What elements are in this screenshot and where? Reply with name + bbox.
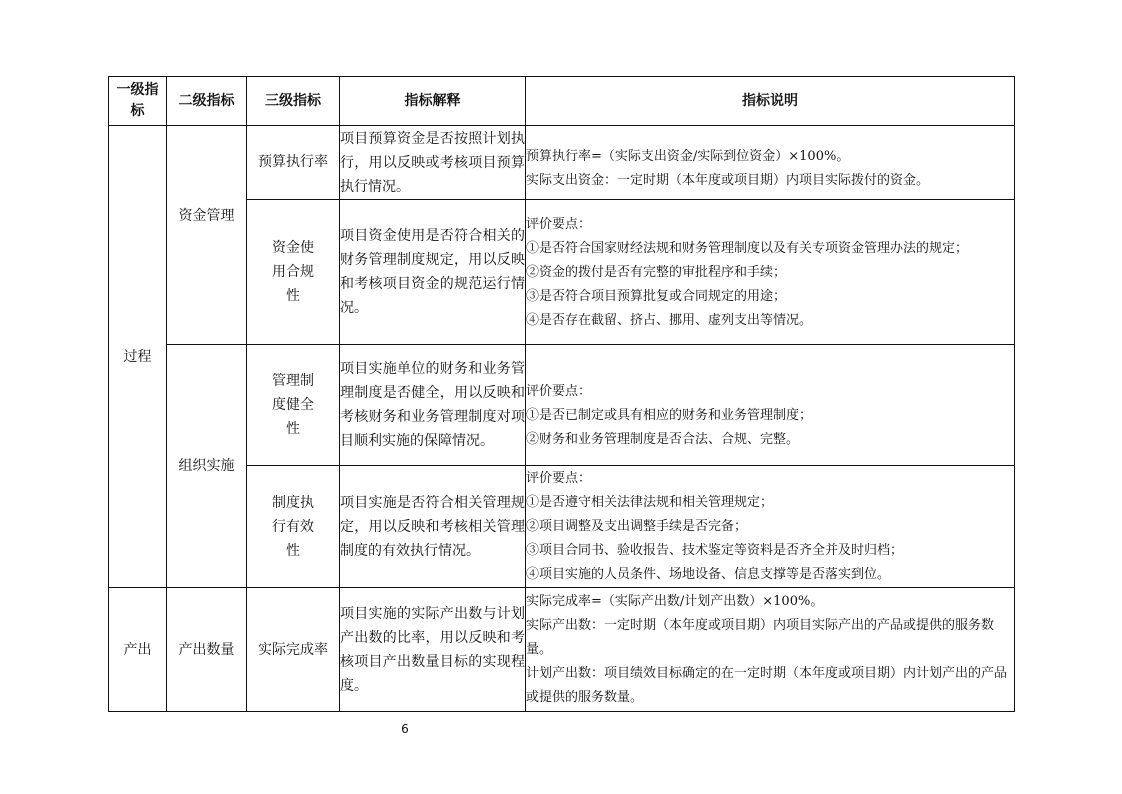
- interpretation-cell: 项目实施的实际产出数与计划产出数的比率，用以反映和考核项目产出数量目标的实现程度。: [340, 588, 526, 712]
- description-line: 评价要点：: [526, 217, 592, 232]
- level3-cell: 预算执行率: [247, 126, 340, 200]
- header-row: [109, 77, 1015, 126]
- interpretation-cell: 项目实施是否符合相关管理规定，用以反映和考核相关管理制度的有效执行情况。: [340, 466, 526, 588]
- level3-cell: 制度执行有效性: [247, 466, 340, 588]
- description-line: ①是否遵守相关法律法规和相关管理规定；: [526, 495, 774, 510]
- level1-cell: 过程: [109, 126, 167, 588]
- description-line: ③是否符合项目预算批复或合同规定的用途；: [526, 289, 787, 304]
- header-level2: 二级指标: [167, 77, 247, 126]
- description-line: ①是否已制定或具有相应的财务和业务管理制度；: [526, 408, 813, 423]
- description-line: 实际完成率=（实际产出数/计划产出数）×100%。: [526, 594, 824, 609]
- level2-cell: 产出数量: [167, 588, 247, 712]
- description-line: ②资金的拨付是否有完整的审批程序和手续；: [526, 265, 787, 280]
- description-line: ④项目实施的人员条件、场地设备、信息支撑等是否落实到位。: [526, 567, 891, 582]
- table-row: [109, 588, 1015, 712]
- description-cell: [526, 466, 1015, 588]
- level1-cell: 产出: [109, 588, 167, 712]
- interpretation-cell: 项目资金使用是否符合相关的财务管理制度规定，用以反映和考核项目资金的规范运行情况。: [340, 200, 526, 345]
- header-interpretation: 指标解释: [340, 77, 526, 126]
- header-description: 指标说明: [526, 77, 1015, 126]
- description-cell: [526, 200, 1015, 345]
- table-row: [109, 126, 1015, 200]
- description-line: ②财务和业务管理制度是否合法、合规、完整。: [526, 432, 800, 447]
- description-line: 评价要点：: [526, 471, 592, 486]
- level2-cell: 组织实施: [167, 345, 247, 588]
- interpretation-cell: 项目预算资金是否按照计划执行，用以反映或考核项目预算执行情况。: [340, 126, 526, 200]
- description-cell: [526, 345, 1015, 466]
- header-level3: 三级指标: [247, 77, 340, 126]
- description-line: ①是否符合国家财经法规和财务管理制度以及有关专项资金管理办法的规定；: [526, 241, 969, 256]
- description-line: 实际支出资金：一定时期（本年度或项目期）内项目实际拨付的资金。: [526, 173, 930, 188]
- description-line: ④是否存在截留、挤占、挪用、虚列支出等情况。: [526, 313, 813, 328]
- level3-cell: 管理制度健全性: [247, 345, 340, 466]
- interpretation-cell: 项目实施单位的财务和业务管理制度是否健全，用以反映和考核财务和业务管理制度对项目顺利实施的保障情况。: [340, 345, 526, 466]
- description-line: ②项目调整及支出调整手续是否完备；: [526, 519, 748, 534]
- level3-cell: 实际完成率: [247, 588, 340, 712]
- description-line: 预算执行率=（实际支出资金/实际到位资金）×100%。: [526, 149, 850, 164]
- header-level1: 一级指标: [109, 77, 167, 126]
- level2-cell: 资金管理: [167, 126, 247, 345]
- description-line: 计划产出数：项目绩效目标确定的在一定时期（本年度或项目期）内计划产出的产品或提供的服务数量。: [526, 666, 1008, 705]
- description-cell: [526, 588, 1015, 712]
- indicator-table: [108, 76, 1015, 712]
- level3-cell: 资金使用合规性: [247, 200, 340, 345]
- page-number: 6: [401, 722, 409, 736]
- description-line: ③项目合同书、验收报告、技术鉴定等资料是否齐全并及时归档；: [526, 543, 904, 558]
- description-line: 实际产出数：一定时期（本年度或项目期）内项目实际产出的产品或提供的服务数量。: [526, 618, 995, 657]
- description-line: 评价要点：: [526, 384, 592, 399]
- table-row: [109, 345, 1015, 466]
- description-cell: [526, 126, 1015, 200]
